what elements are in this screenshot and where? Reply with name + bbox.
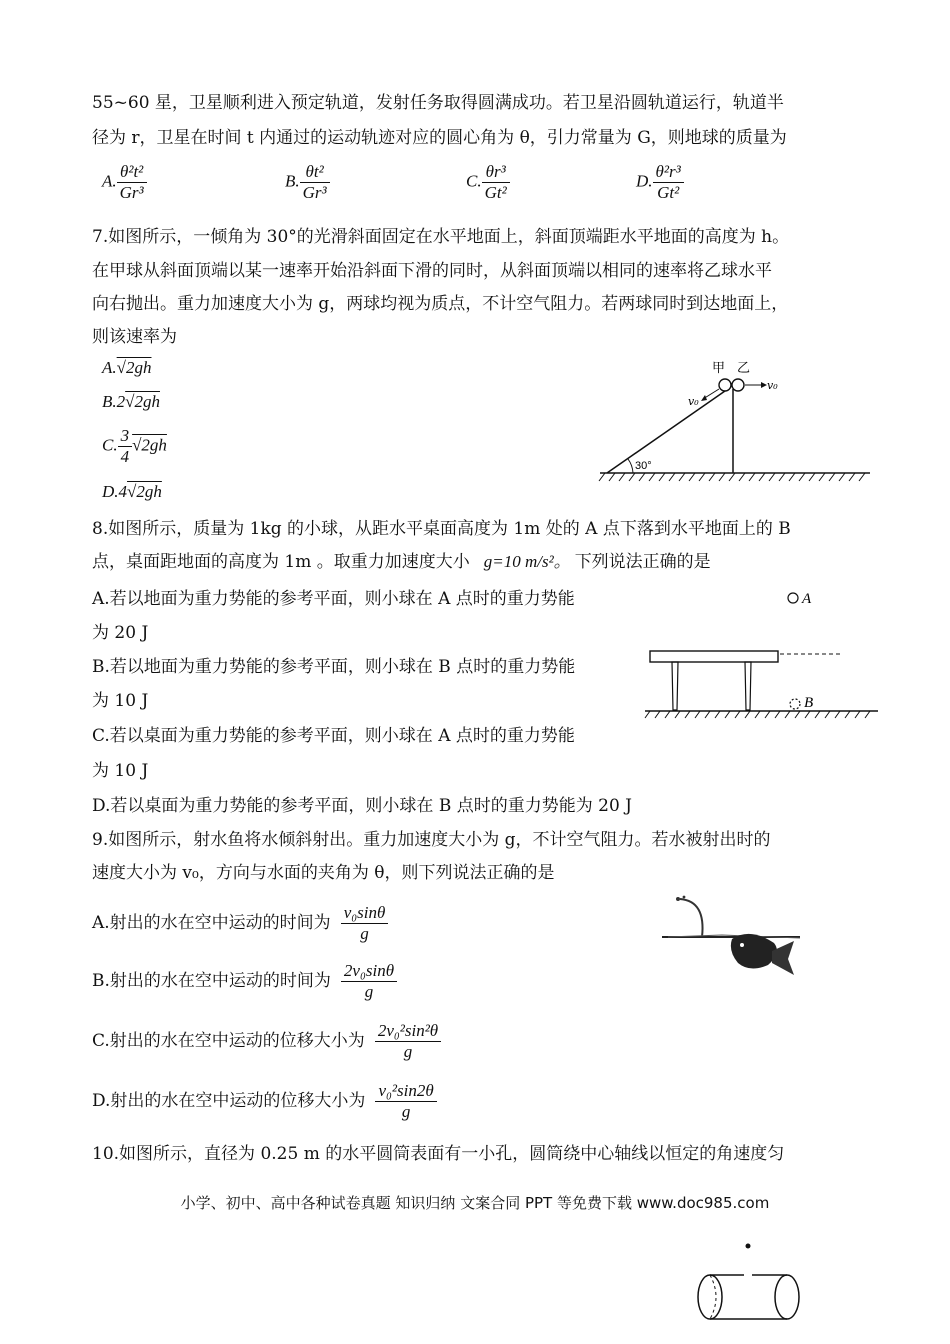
q6-line-1: 55~60 星，卫星顺利进入预定轨道，发射任务取得圆满成功。若卫星沿圆轨道运行，轨道半 [92, 93, 784, 113]
q8-line-2: 点，桌面距地面的高度为 1m 。取重力加速度大小 g=10 m/s²。 下列说法正确的是 [92, 552, 711, 572]
q7-option-a: A.√2gh [102, 358, 152, 377]
q9-option-c: C.射出的水在空中运动的位移大小为 $\frac{\text{2v₀²sin²θ}}{g}$ [92, 1016, 441, 1066]
q8-option-a-2: 为 20 J [92, 623, 149, 643]
q8-option-a-1: A.若以地面为重力势能的参考平面，则小球在 A 点时的重力势能 [92, 589, 575, 609]
q7-line-3: 向右抛出。重力加速度大小为 g，两球均视为质点，不计空气阻力。若两球同时到达地面上， [92, 294, 789, 314]
q9-option-d: D.射出的水在空中运动的位移大小为 $\frac{\text{v₀²sin2θ}}{g}$ [92, 1076, 437, 1126]
q7-option-b: B.2√2gh [102, 392, 160, 411]
q6-line-2: 径为 r，卫星在时间 t 内通过的运动轨迹对应的圆心角为 θ，引力常量为 G，则地球的质量为 [92, 128, 787, 148]
v0-right-label: v₀ [767, 379, 778, 392]
q8-line-1: 8.如图所示，质量为 1kg 的小球，从距水平桌面高度为 1m 处的 A 点下落到水平地面上的 B [92, 519, 791, 539]
point-a-label: A [802, 591, 812, 607]
q7-option-d: D.4√2gh [102, 482, 162, 501]
q8-option-b-2: 为 10 J [92, 691, 149, 711]
q10-cylinder-figure [690, 1240, 810, 1322]
q9-option-b: B.射出的水在空中运动的时间为 $\frac{\text{2v₀sinθ}}{g}$ [92, 956, 397, 1006]
q7-line-2: 在甲球从斜面顶端以某一速率开始沿斜面下滑的同时，从斜面顶端以相同的速率将乙球水平 [92, 261, 772, 281]
q8-option-d: D.若以桌面为重力势能的参考平面，则小球在 B 点时的重力势能为 20 J [92, 796, 632, 816]
q6-option-b: B. $\frac{\text{θt²}}{\text{Gr³}}$ [285, 162, 330, 203]
q6-option-a: A. $\frac{\text{θ²t²}}{\text{Gr³}}$ [102, 162, 147, 203]
q6-option-d: D. $\frac{\text{θ²r³}}{\text{Gt²}}$ [636, 162, 684, 203]
archer-fish-image [662, 893, 802, 983]
q7-incline-figure [595, 355, 875, 485]
jia-label: 甲 [712, 361, 726, 376]
q7-line-4: 则该速率为 [92, 327, 177, 347]
point-b-label: B [804, 695, 814, 711]
q9-option-a: A.射出的水在空中运动的时间为 $\frac{\text{v₀sinθ}}{g}$ [92, 898, 388, 948]
q7-option-c: C. $\frac{3}{4}$ √2gh [102, 426, 167, 466]
q9-line-2: 速度大小为 v₀，方向与水面的夹角为 θ，则下列说法正确的是 [92, 863, 555, 883]
q10-line-1: 10.如图所示，直径为 0.25 m 的水平圆筒表面有一小孔，圆筒绕中心轴线以恒定的角速度匀 [92, 1144, 785, 1164]
q8-option-c-2: 为 10 J [92, 761, 149, 781]
yi-label: 乙 [737, 361, 751, 376]
q6-option-c: C. $\frac{\text{θr³}}{\text{Gt²}}$ [466, 162, 510, 203]
q9-line-1: 9.如图所示，射水鱼将水倾斜射出。重力加速度大小为 g，不计空气阻力。若水被射出时的 [92, 830, 771, 850]
q8-option-c-1: C.若以桌面为重力势能的参考平面，则小球在 A 点时的重力势能 [92, 726, 575, 746]
angle-label: 30° [635, 460, 652, 472]
q8-option-b-1: B.若以地面为重力势能的参考平面，则小球在 B 点时的重力势能 [92, 657, 576, 677]
q8-table-figure [640, 580, 885, 720]
page-footer: 小学、初中、高中各种试卷真题 知识归纳 文案合同 PPT 等免费下载 www.doc985.com [180, 1194, 770, 1212]
q7-line-1: 7.如图所示，一倾角为 30°的光滑斜面固定在水平地面上，斜面顶端距水平地面的高度为 h。 [92, 227, 790, 247]
v0-left-label: v₀ [688, 395, 699, 408]
